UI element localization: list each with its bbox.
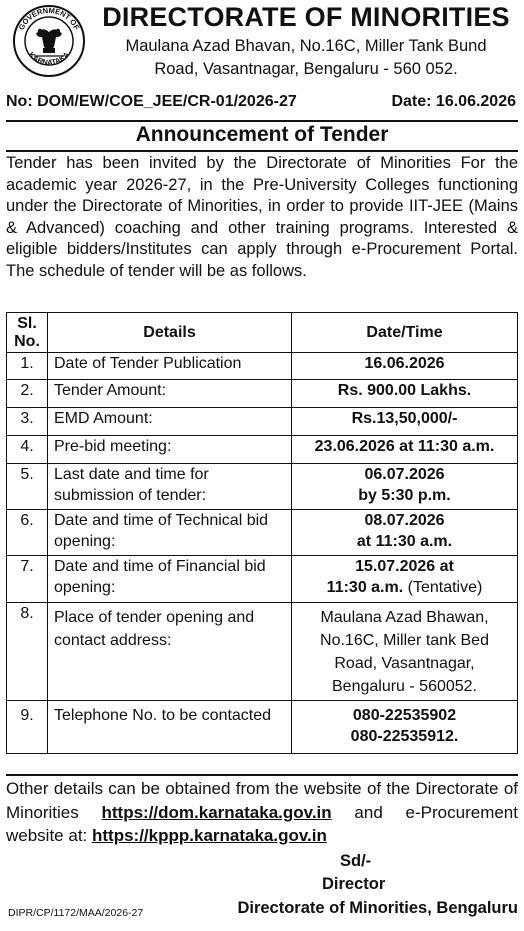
- divider: [6, 774, 518, 776]
- row-sl: 1.: [7, 353, 48, 380]
- row-value: Rs. 900.00 Lakhs.: [292, 380, 518, 408]
- row-value-line1: 080-22535902: [352, 707, 457, 724]
- table-row: [7, 436, 518, 464]
- footer-paragraph: [6, 777, 518, 848]
- row-details: Date and time of Technical bid opening:: [48, 510, 292, 556]
- signature-sd: Sd/-: [340, 852, 372, 870]
- signature-org: Directorate of Minorities, Bengaluru: [237, 899, 518, 917]
- reference-number: No: DOM/EW/COE_JEE/CR-01/2026-27: [6, 93, 297, 110]
- row-sl: 3.: [7, 408, 48, 436]
- row-value-note: (Tentative): [403, 579, 483, 596]
- row-sl: 4.: [7, 436, 48, 464]
- org-address-line2: Road, Vasantnagar, Bengaluru - 560 052.: [154, 60, 458, 78]
- address-line: Maulana Azad Bhawan,: [320, 609, 489, 626]
- row-value: [292, 510, 518, 556]
- row-value: [292, 603, 518, 701]
- table-header-row: [7, 313, 518, 353]
- row-details: EMD Amount:: [48, 408, 292, 436]
- row-value-line2: [292, 577, 517, 598]
- table-row: [7, 510, 518, 556]
- row-sl: 7.: [7, 556, 48, 603]
- dom-website-link[interactable]: https://dom.karnataka.gov.in: [101, 802, 332, 822]
- row-value-line2: 080-22535912.: [350, 728, 459, 745]
- announcement-title: Announcement of Tender: [135, 123, 389, 146]
- footer-text-part1: Other details can be obtained from the website of the Directorate of Minorities: [6, 779, 518, 822]
- header-datetime: Date/Time: [292, 313, 518, 353]
- footer-text-part2: and e-Procurement website at:: [6, 802, 518, 845]
- table-row: [7, 701, 518, 754]
- row-sl: 8.: [7, 603, 48, 701]
- row-value: Rs.13,50,000/-: [292, 408, 518, 436]
- schedule-table: [6, 312, 518, 754]
- row-value-time: 11:30 a.m.: [326, 579, 404, 596]
- row-value: 23.06.2026 at 11:30 a.m.: [292, 436, 518, 464]
- row-value-line1: 15.07.2026 at: [355, 558, 454, 575]
- row-details: Place of tender opening and contact address:: [48, 603, 292, 701]
- row-details: Tender Amount:: [48, 380, 292, 408]
- reference-date: Date: 16.06.2026: [391, 93, 516, 110]
- emblem-top-text: GOVERNMENT OF: [16, 5, 82, 32]
- table-row: [7, 464, 518, 510]
- table-row: [7, 353, 518, 380]
- table-row: [7, 380, 518, 408]
- reference-line: [6, 93, 518, 117]
- row-value: [292, 556, 518, 603]
- row-details: Date and time of Financial bid opening:: [48, 556, 292, 603]
- intro-paragraph: Tender has been invited by the Directorate of Minorities For the academic year 2026-27, in the Pre-University Colleges functioning under the Directorate of Minorities, in order to provide IIT-JEE (Mains & Advanced) coaching and other training programs. Interested & eligible bidders/Institutes can apply through e-Procurement Portal. The schedule of tender will be as follows.: [6, 154, 518, 280]
- header-sl-no: Sl. No.: [7, 313, 48, 353]
- row-value-line2: by 5:30 p.m.: [358, 487, 451, 504]
- org-name: DIRECTORATE OF MINORITIES: [102, 2, 510, 32]
- row-value: [292, 464, 518, 510]
- row-sl: 5.: [7, 464, 48, 510]
- table-row: [7, 603, 518, 701]
- row-value-line1: 06.07.2026: [364, 466, 445, 483]
- row-value: [292, 701, 518, 754]
- address-line: Bengaluru - 560052.: [332, 678, 477, 695]
- row-value-line1: 08.07.2026: [364, 512, 445, 529]
- header: [6, 0, 518, 88]
- org-address-line1: Maulana Azad Bhavan, No.16C, Miller Tank Bund: [125, 37, 487, 55]
- row-sl: 9.: [7, 701, 48, 754]
- row-details: Telephone No. to be contacted: [48, 701, 292, 754]
- table-row: [7, 556, 518, 603]
- kppp-website-link[interactable]: https://kppp.karnataka.gov.in: [92, 826, 327, 845]
- table-row: [7, 408, 518, 436]
- row-value-line2: at 11:30 a.m.: [356, 533, 453, 550]
- row-details: Pre-bid meeting:: [48, 436, 292, 464]
- address-line: No.16C, Miller tank Bed: [320, 632, 489, 649]
- divider: [6, 120, 518, 122]
- row-value: 16.06.2026: [292, 353, 518, 380]
- karnataka-emblem-icon: [12, 4, 86, 78]
- address-line: Road, Vasantnagar,: [334, 655, 475, 672]
- header-details: Details: [48, 313, 292, 353]
- row-sl: 2.: [7, 380, 48, 408]
- emblem-bottom-text: KARNATAKA: [26, 50, 72, 67]
- svg-text:GOVERNMENT OF: [17, 6, 82, 32]
- signature-title: Director: [322, 875, 386, 893]
- divider: [6, 150, 518, 152]
- row-details: Date of Tender Publication: [48, 353, 292, 380]
- dipr-code: DIPR/CP/1172/MAA/2026-27: [8, 907, 144, 919]
- row-details: Last date and time for submission of tender:: [48, 464, 292, 510]
- row-sl: 6.: [7, 510, 48, 556]
